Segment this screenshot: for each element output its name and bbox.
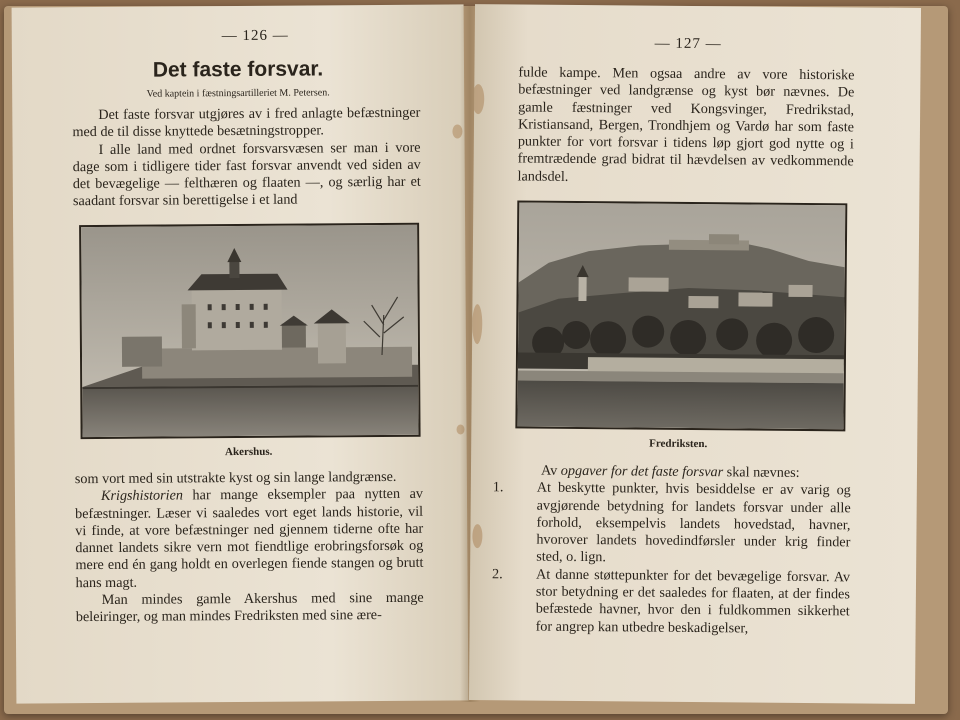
item-number: 2.	[492, 566, 503, 583]
body-text	[75, 469, 424, 627]
list-item	[492, 566, 851, 638]
emphasis: Krigshistorien	[100, 487, 184, 505]
item-number: 1.	[492, 479, 504, 496]
intro-text: Av	[540, 462, 561, 479]
fredriksten-photo	[515, 200, 847, 431]
author-byline: Ved kaptein i fæstningsartilleriet M. Petersen.	[146, 87, 330, 100]
page-number: — 127 —	[654, 35, 722, 53]
list-item	[492, 479, 851, 569]
paragraph-text: har mange eksempler paa nytten av befæstninger. Læser vi saaledes vort eget lands historie, vil vi finde, at vore befæstninger ned gjennem tiderne ofte har dannet landets sikre vern mot fiendtlige erobringsforsøk og mere end én gang holdt en overlegen fiende stangen og brutt hans magt.	[75, 486, 424, 591]
paragraph: Det faste forsvar utgjøres av i fred anlagte befæstninger med de til disse knyttede besætningstropper.	[72, 104, 421, 141]
photo-caption: Akershus.	[224, 445, 273, 459]
paragraph	[75, 486, 424, 592]
akershus-photo	[79, 223, 420, 439]
akershus-illustration	[81, 225, 418, 437]
paragraph: Man mindes gamle Akershus med sine mange beleiringer, og man mindes Fredriksten med sine ære-	[75, 589, 424, 626]
paragraph: fulde kampe. Men ogsaa andre av vore historiske befæstninger ved landgrænse og kyst bør nævnes. De gamle fæstninger ved Kongsvinger, Fredrikstad, Kristiansand, Bergen, Trondhjem og Vardø har som faste punkter for vort forsvar i tidens løp gjort god nytte og i fremtrædende grad bidrat til hævdelsen av vedkommende landsdel.	[517, 64, 855, 185]
task-list	[492, 462, 851, 638]
body-text	[517, 64, 854, 188]
fredriksten-illustration	[517, 202, 845, 429]
item-text: At beskytte punkter, hvis besiddelse er av varig og avgjørende betydning for landets forsvar under alle forhold, eksempelvis landets hovedstad, havner, hvorover landets hovedindførsler under krig finder sted, o. lign.	[536, 479, 851, 566]
paragraph: I alle land med ordnet forsvarsvæsen ser man i vore dage som i tidligere tider fast forsvar anvendt ved siden av det bevægelige — felthæren og flaaten —, og særlig har et saadant forsvar sin berettigelse i et land	[72, 139, 421, 210]
emphasis: opgaver for det faste forsvar	[560, 462, 724, 481]
stain	[472, 524, 482, 548]
item-text: At danne støttepunkter for det bevægelige forsvar. Av stor betydning er det saaledes for flaaten, at der findes befæstede havner, hvor den i fuldkommen sikkerhet for angrep kan utbedre beskadigelser,	[535, 566, 851, 637]
right-page	[469, 4, 921, 704]
intro-text	[72, 105, 421, 211]
intro-text: skal nævnes:	[723, 464, 800, 481]
photo-caption: Fredriksten.	[649, 437, 708, 451]
page-number: — 126 —	[221, 27, 289, 45]
stain	[472, 304, 482, 344]
chapter-title: Det faste forsvar.	[152, 57, 324, 82]
stain	[472, 84, 484, 114]
paragraph: som vort med sin utstrakte kyst og sin lange landgrænse.	[74, 468, 397, 488]
left-page	[12, 4, 469, 703]
